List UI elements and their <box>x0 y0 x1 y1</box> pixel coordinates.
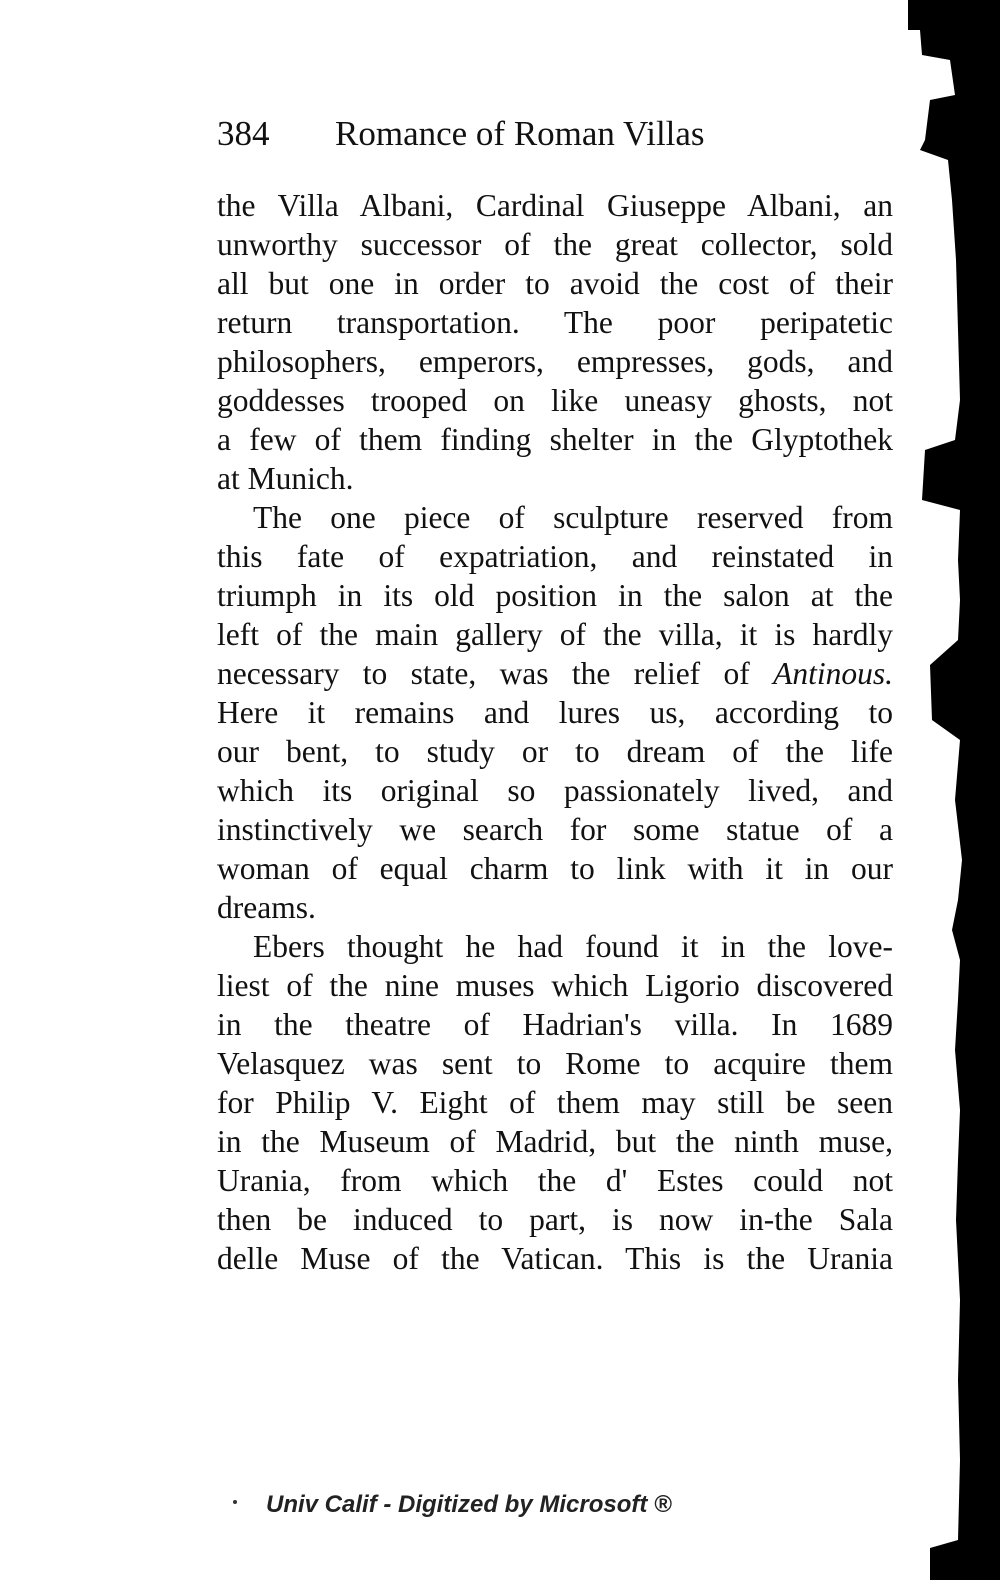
text-line: a few of them finding shelter in the Glyptothek <box>217 422 893 457</box>
text-line: then be induced to part, is now in-the Sala <box>217 1202 893 1237</box>
text-line: goddesses trooped on like uneasy ghosts, not <box>217 383 893 418</box>
text-line-with-italic <box>217 654 893 693</box>
text-line: Velasquez was sent to Rome to acquire them <box>217 1046 893 1081</box>
page-number: 384 <box>217 114 270 153</box>
body-text <box>217 186 893 1278</box>
running-header <box>217 112 897 156</box>
dark-edge-shape <box>908 0 1000 1580</box>
text-line: philosophers, emperors, empresses, gods, and <box>217 344 893 379</box>
text-line: delle Muse of the Vatican. This is the Urania <box>217 1241 893 1276</box>
text-line: Urania, from which the d' Estes could not <box>217 1163 893 1198</box>
text-line: our bent, to study or to dream of the life <box>217 734 893 769</box>
text-line: the Villa Albani, Cardinal Giuseppe Albani, an <box>217 188 893 223</box>
text-fragment: necessary to state, was the relief of <box>217 656 774 691</box>
text-line: this fate of expatriation, and reinstated in <box>217 539 893 574</box>
text-line: which its original so passionately lived, and <box>217 773 893 808</box>
text-line: at Munich. <box>217 461 354 496</box>
text-line: triumph in its old position in the salon at the <box>217 578 893 613</box>
text-line: liest of the nine muses which Ligorio discovered <box>217 968 893 1003</box>
text-line: woman of equal charm to link with it in our <box>217 851 893 886</box>
text-line: return transportation. The poor peripatetic <box>217 305 893 340</box>
text-line: for Philip V. Eight of them may still be seen <box>217 1085 893 1120</box>
text-line: in the theatre of Hadrian's villa. In 1689 <box>217 1007 893 1042</box>
text-line: in the Museum of Madrid, but the ninth muse, <box>217 1124 893 1159</box>
text-line: The one piece of sculpture reserved from <box>253 500 893 535</box>
text-line: Ebers thought he had found it in the love- <box>253 929 893 964</box>
text-line: unworthy successor of the great collector, sold <box>217 227 893 262</box>
text-line: left of the main gallery of the villa, it is hardly <box>217 617 893 652</box>
italic-word: Antinous. <box>773 656 893 691</box>
text-line: dreams. <box>217 890 316 925</box>
text-line: instinctively we search for some statue of a <box>217 812 893 847</box>
running-title: Romance of Roman Villas <box>335 114 705 153</box>
digitization-watermark: Univ Calif - Digitized by Microsoft ® <box>266 1491 672 1518</box>
text-line: all but one in order to avoid the cost of their <box>217 266 893 301</box>
text-line: Here it remains and lures us, according to <box>217 695 893 730</box>
stray-mark <box>233 1500 237 1504</box>
scanned-page-edge <box>900 0 1000 1580</box>
